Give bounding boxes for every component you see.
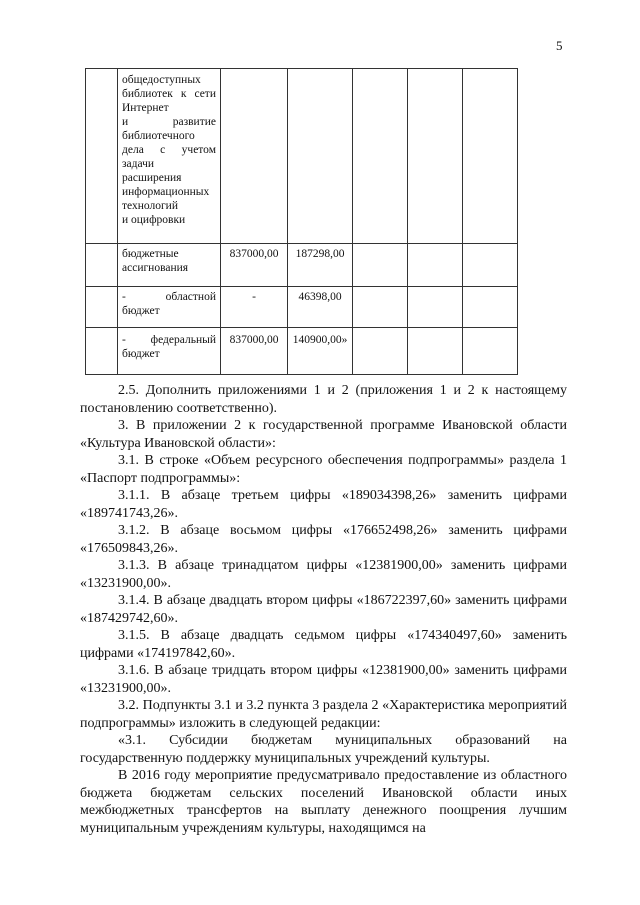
table-cell-value — [463, 287, 518, 328]
paragraph: 3.1.2. В абзаце восьмом цифры «176652498,26» заменить цифрами «176509843,26». — [80, 523, 567, 556]
table-cell-value: - — [221, 287, 288, 328]
table-cell-value — [288, 69, 353, 244]
table-cell-value — [353, 287, 408, 328]
table-cell-value — [408, 69, 463, 244]
table-cell-value — [463, 244, 518, 287]
paragraph: 3.2. Подпункты 3.1 и 3.2 пункта 3 раздела 2 «Характеристика мероприятий подпрограммы» изложить в следующей редакции: — [80, 698, 567, 731]
paragraph: 3.1.6. В абзаце тридцать втором цифры «12381900,00» заменить цифрами «13231900,00». — [80, 663, 567, 696]
table-cell-label-line: библиотечного — [122, 130, 195, 142]
table-cell-label-line: и развитие — [122, 116, 216, 128]
paragraph: 3.1.4. В абзаце двадцать втором цифры «186722397,60» заменить цифрами «187429742,60». — [80, 593, 567, 626]
table-cell-label-line: бюджет — [122, 348, 160, 360]
table-cell-label-line: - федеральный — [122, 334, 216, 346]
table-cell-label-line: информационных — [122, 186, 210, 198]
table-cell-label — [118, 244, 221, 287]
table-row-federal — [86, 328, 518, 375]
table-cell-label-line: бюджет — [122, 305, 160, 317]
table-cell-label-line: бюджетные — [122, 248, 179, 260]
paragraph: 3.1. В строке «Объем ресурсного обеспечения подпрограммы» раздела 1 «Паспорт подпрограммы»: — [80, 453, 567, 486]
table-cell-label-line: Интернет — [122, 102, 169, 114]
table-cell-label-line: - областной — [122, 291, 216, 303]
table-cell-label-line: задачи — [122, 158, 155, 170]
paragraph: 3.1.1. В абзаце третьем цифры «189034398,26» заменить цифрами «189741743,26». — [80, 488, 567, 521]
table-cell-label-line: ассигнования — [122, 262, 189, 274]
table-cell-label — [118, 287, 221, 328]
paragraph: 3. В приложении 2 к государственной программе Ивановской области «Культура Ивановской области»: — [80, 418, 567, 451]
table-cell-value: 140900,00» — [288, 328, 353, 375]
table-cell-value — [353, 328, 408, 375]
table-cell-value — [353, 69, 408, 244]
table-row-description — [86, 69, 518, 244]
table-cell-value: 837000,00 — [221, 328, 288, 375]
table-cell-empty — [86, 244, 118, 287]
table-cell-empty — [86, 69, 118, 244]
table-cell-empty — [86, 287, 118, 328]
paragraph: В 2016 году мероприятие предусматривало предоставление из областного бюджета бюджетам сельских поселений Ивановской области иных межбюджетных трансфертов на выплату денежного поощрения лучшим муниципальным учреждениям культуры, находящимся на — [80, 768, 567, 836]
page-number: 5 — [556, 38, 563, 53]
paragraph: 3.1.3. В абзаце тринадцатом цифры «12381900,00» заменить цифрами «13231900,00». — [80, 558, 567, 591]
table-cell-label-line: библиотек к сети — [122, 88, 216, 100]
table-cell-label — [118, 328, 221, 375]
table-cell-value — [408, 244, 463, 287]
table-cell-value — [408, 287, 463, 328]
table-cell-value — [221, 69, 288, 244]
table-row-budget — [86, 244, 518, 287]
table-cell-value — [353, 244, 408, 287]
table-cell-empty — [86, 328, 118, 375]
table-cell-label-line: дела с учетом — [122, 144, 216, 156]
table-cell-label-line: общедоступных — [122, 74, 201, 86]
table-cell-value: 837000,00 — [221, 244, 288, 287]
document-body — [80, 382, 567, 837]
table-cell-label-line: технологий — [122, 200, 178, 212]
paragraph: 3.1.5. В абзаце двадцать седьмом цифры «174340497,60» заменить цифрами «174197842,60». — [80, 628, 567, 661]
table-row-regional — [86, 287, 518, 328]
table-cell-value — [408, 328, 463, 375]
table-cell-label-line: расширения — [122, 172, 182, 184]
table-cell-value: 187298,00 — [288, 244, 353, 287]
table-cell-label-line: и оцифровки — [122, 214, 186, 226]
paragraph: «3.1. Субсидии бюджетам муниципальных образований на государственную поддержку муниципальных учреждений культуры. — [80, 733, 567, 766]
table-cell-value: 46398,00 — [288, 287, 353, 328]
table-cell-value — [463, 69, 518, 244]
paragraph: 2.5. Дополнить приложениями 1 и 2 (приложения 1 и 2 к настоящему постановлению соответственно). — [80, 383, 567, 416]
table-cell-label — [118, 69, 221, 244]
budget-table — [85, 68, 518, 375]
table-cell-value — [463, 328, 518, 375]
